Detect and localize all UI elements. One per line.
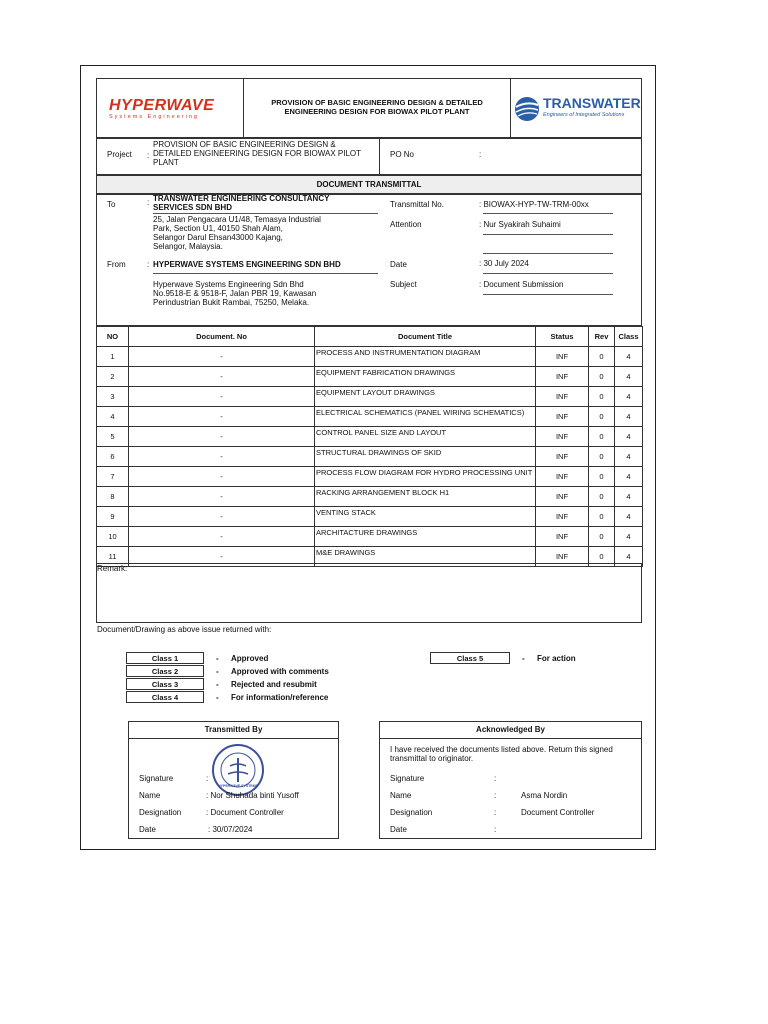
subject-label: Subject [390,280,417,289]
row-class: 4 [615,467,643,487]
class-1-dash: - [216,654,219,663]
to-colon: : [147,198,150,207]
row-doc-no: - [129,547,315,567]
transwater-logo-text: TRANSWATER [543,95,641,111]
row-no: 3 [97,387,129,407]
acknowledged-designation-label: Designation [390,808,433,817]
table-row [97,447,643,467]
acknowledged-note-line1: I have received the documents listed above. Return this signed [390,745,613,754]
header-title-line1: PROVISION OF BASIC ENGINEERING DESIGN & DETAILED [271,98,483,107]
from-address-line1: Hyperwave Systems Engineering Sdn Bhd [153,280,304,289]
row-doc-no: - [129,507,315,527]
transwater-globe-icon [513,95,541,123]
to-address [153,215,377,251]
row-class: 4 [615,387,643,407]
stamp-text: HYPERWAVE SYSTEMS [218,784,258,788]
project-value-line3: PLANT [153,158,179,167]
remark-label: Remark: [97,564,128,573]
row-no: 11 [97,547,129,567]
project-value-line1: PROVISION OF BASIC ENGINEERING DESIGN & [153,140,336,149]
row-class: 4 [615,367,643,387]
hyperwave-logo-sub: Systems Engineering [109,114,199,120]
row-doc-no: - [129,487,315,507]
to-address-line1: 25, Jalan Pengacara U1/48, Temasya Industrial [153,215,321,224]
to-company-line1: TRANSWATER ENGINEERING CONSULTANCY [153,194,330,203]
row-title: M&E DRAWINGS [315,547,536,567]
row-no: 6 [97,447,129,467]
acknowledged-note [390,745,640,763]
transmitted-signature-label: Signature [139,774,174,783]
transmitted-designation-value: : Document Controller [206,808,284,817]
class-2-dash: - [216,667,219,676]
header-title-line2: ENGINEERING DESIGN FOR BIOWAX PILOT PLANT [284,107,470,116]
row-status: INF [536,467,589,487]
row-rev: 0 [589,527,615,547]
row-title: PROCESS AND INSTRUMENTATION DIAGRAM [315,347,536,367]
transmitted-by-title: Transmitted By [204,725,263,734]
row-class: 4 [615,407,643,427]
row-status: INF [536,487,589,507]
acknowledged-signature-label: Signature [390,774,425,783]
to-address-line3: Selangor Darul Ehsan43000 Kajang, [153,233,283,242]
acknowledged-designation-value: Document Controller [521,808,595,817]
row-status: INF [536,387,589,407]
row-doc-no: - [129,367,315,387]
transwater-logo-sub: Engineers of Integrated Solutions [543,112,625,118]
returned-note: Document/Drawing as above issue returned with: [97,625,272,634]
row-rev: 0 [589,387,615,407]
row-class: 4 [615,507,643,527]
row-status: INF [536,407,589,427]
row-status: INF [536,507,589,527]
col-header-class: Class [615,327,643,347]
class-3-box: Class 3 [126,678,204,690]
row-doc-no: - [129,407,315,427]
table-header-row [97,327,643,347]
project-value [153,140,377,167]
header-title [244,98,510,116]
col-header-document-no: Document. No [129,327,315,347]
from-colon: : [147,260,150,269]
row-class: 4 [615,487,643,507]
to-company-line2: SERVICES SDN BHD [153,203,232,212]
row-title: PROCESS FLOW DIAGRAM FOR HYDRO PROCESSING UNIT [315,467,536,487]
project-value-line2: DETAILED ENGINEERING DESIGN FOR BIOWAX PILOT [153,149,362,158]
class-2-box: Class 2 [126,665,204,677]
transmitted-date-label: Date [139,825,156,834]
class-5-box: Class 5 [430,652,510,664]
row-no: 5 [97,427,129,447]
row-doc-no: - [129,387,315,407]
attention-label: Attention [390,220,422,229]
row-title: RACKING ARRANGEMENT BLOCK H1 [315,487,536,507]
company-stamp [212,744,264,796]
to-address-line4: Selangor, Malaysia. [153,242,223,251]
transmitted-name-label: Name [139,791,161,800]
attention-value: : Nur Syakirah Suhaimi [479,220,561,229]
to-company [153,194,373,212]
hyperwave-logo [109,98,229,121]
row-status: INF [536,447,589,467]
hyperwave-logo-text: HYPERWAVE [109,97,215,114]
date-label: Date [390,260,407,269]
transmittal-no-value: : BIOWAX-HYP-TW-TRM-00xx [479,200,589,209]
remark-box [96,563,642,623]
table-row [97,527,643,547]
col-header-rev: Rev [589,327,615,347]
acknowledged-date-label: Date [390,825,407,834]
from-address-line3: Perindustrian Bukit Rambai, 75250, Melaka. [153,298,310,307]
acknowledged-name-label: Name [390,791,412,800]
to-label: To [107,200,116,209]
class-5-desc: For action [537,654,576,663]
class-4-dash: - [216,693,219,702]
row-rev: 0 [589,487,615,507]
table-row [97,347,643,367]
row-doc-no: - [129,347,315,367]
acknowledged-name-colon: : [494,791,497,800]
row-no: 4 [97,407,129,427]
table-row [97,367,643,387]
row-class: 4 [615,447,643,467]
from-address [153,280,377,307]
transmitted-date-value: : 30/07/2024 [208,825,253,834]
transmitted-designation-label: Designation [139,808,182,817]
table-row [97,387,643,407]
class-5-dash: - [522,654,525,663]
acknowledged-name-value: Asma Nordin [521,791,568,800]
acknowledged-signature-colon: : [494,774,497,783]
row-rev: 0 [589,407,615,427]
row-doc-no: - [129,467,315,487]
class-3-dash: - [216,680,219,689]
row-rev: 0 [589,447,615,467]
row-status: INF [536,367,589,387]
table-row [97,487,643,507]
subject-value: : Document Submission [479,280,564,289]
row-rev: 0 [589,547,615,567]
row-rev: 0 [589,507,615,527]
row-title: CONTROL PANEL SIZE AND LAYOUT [315,427,536,447]
transwater-logo [513,94,641,126]
acknowledged-designation-colon: : [494,808,497,817]
row-status: INF [536,427,589,447]
transmittal-sheet [80,65,656,850]
to-address-line2: Park, Section U1, 40150 Shah Alam, [153,224,283,233]
row-rev: 0 [589,367,615,387]
from-label: From [107,260,126,269]
row-title: EQUIPMENT FABRICATION DRAWINGS [315,367,536,387]
row-no: 7 [97,467,129,487]
row-rev: 0 [589,467,615,487]
row-doc-no: - [129,427,315,447]
row-title: STRUCTURAL DRAWINGS OF SKID [315,447,536,467]
transmittal-no-label: Transmittal No. [390,200,444,209]
class-1-desc: Approved [231,654,269,663]
col-header-document-title: Document Title [315,327,536,347]
acknowledged-date-colon: : [494,825,497,834]
po-colon: : [479,150,482,159]
document-transmittal-title: DOCUMENT TRANSMITTAL [96,175,642,194]
acknowledged-note-line2: transmittal to originator. [390,754,474,763]
row-no: 1 [97,347,129,367]
class-4-box: Class 4 [126,691,204,703]
class-3-desc: Rejected and resubmit [231,680,317,689]
row-no: 10 [97,527,129,547]
row-title: ELECTRICAL SCHEMATICS (PANEL WIRING SCHEMATICS) [315,407,536,427]
row-class: 4 [615,427,643,447]
row-status: INF [536,527,589,547]
row-no: 9 [97,507,129,527]
row-class: 4 [615,347,643,367]
transmitted-name-value: : Nor Shuhada binti Yusoff [206,791,299,800]
row-no: 2 [97,367,129,387]
transmitted-signature-colon: : [206,774,209,783]
row-doc-no: - [129,447,315,467]
row-status: INF [536,547,589,567]
row-class: 4 [615,527,643,547]
project-colon: : [147,151,150,160]
po-label: PO No [390,150,415,159]
row-class: 4 [615,547,643,567]
row-title: EQUIPMENT LAYOUT DRAWINGS [315,387,536,407]
date-value: : 30 July 2024 [479,259,529,268]
row-rev: 0 [589,427,615,447]
table-row [97,407,643,427]
from-company: HYPERWAVE SYSTEMS ENGINEERING SDN BHD [153,260,341,269]
from-address-line2: No.9518-E & 9518-F, Jalan PBR 19, Kawasan [153,289,317,298]
row-status: INF [536,347,589,367]
document-table [96,326,643,567]
class-2-desc: Approved with comments [231,667,329,676]
acknowledged-by-title: Acknowledged By [476,725,545,734]
row-rev: 0 [589,347,615,367]
table-row [97,427,643,447]
class-1-box: Class 1 [126,652,204,664]
row-title: ARCHITACTURE DRAWINGS [315,527,536,547]
project-label: Project [107,150,132,159]
col-header-status: Status [536,327,589,347]
table-row [97,507,643,527]
row-title: VENTING STACK [315,507,536,527]
row-doc-no: - [129,527,315,547]
class-4-desc: For information/reference [231,693,329,702]
row-no: 8 [97,487,129,507]
col-header-no: NO [97,327,129,347]
table-row [97,467,643,487]
